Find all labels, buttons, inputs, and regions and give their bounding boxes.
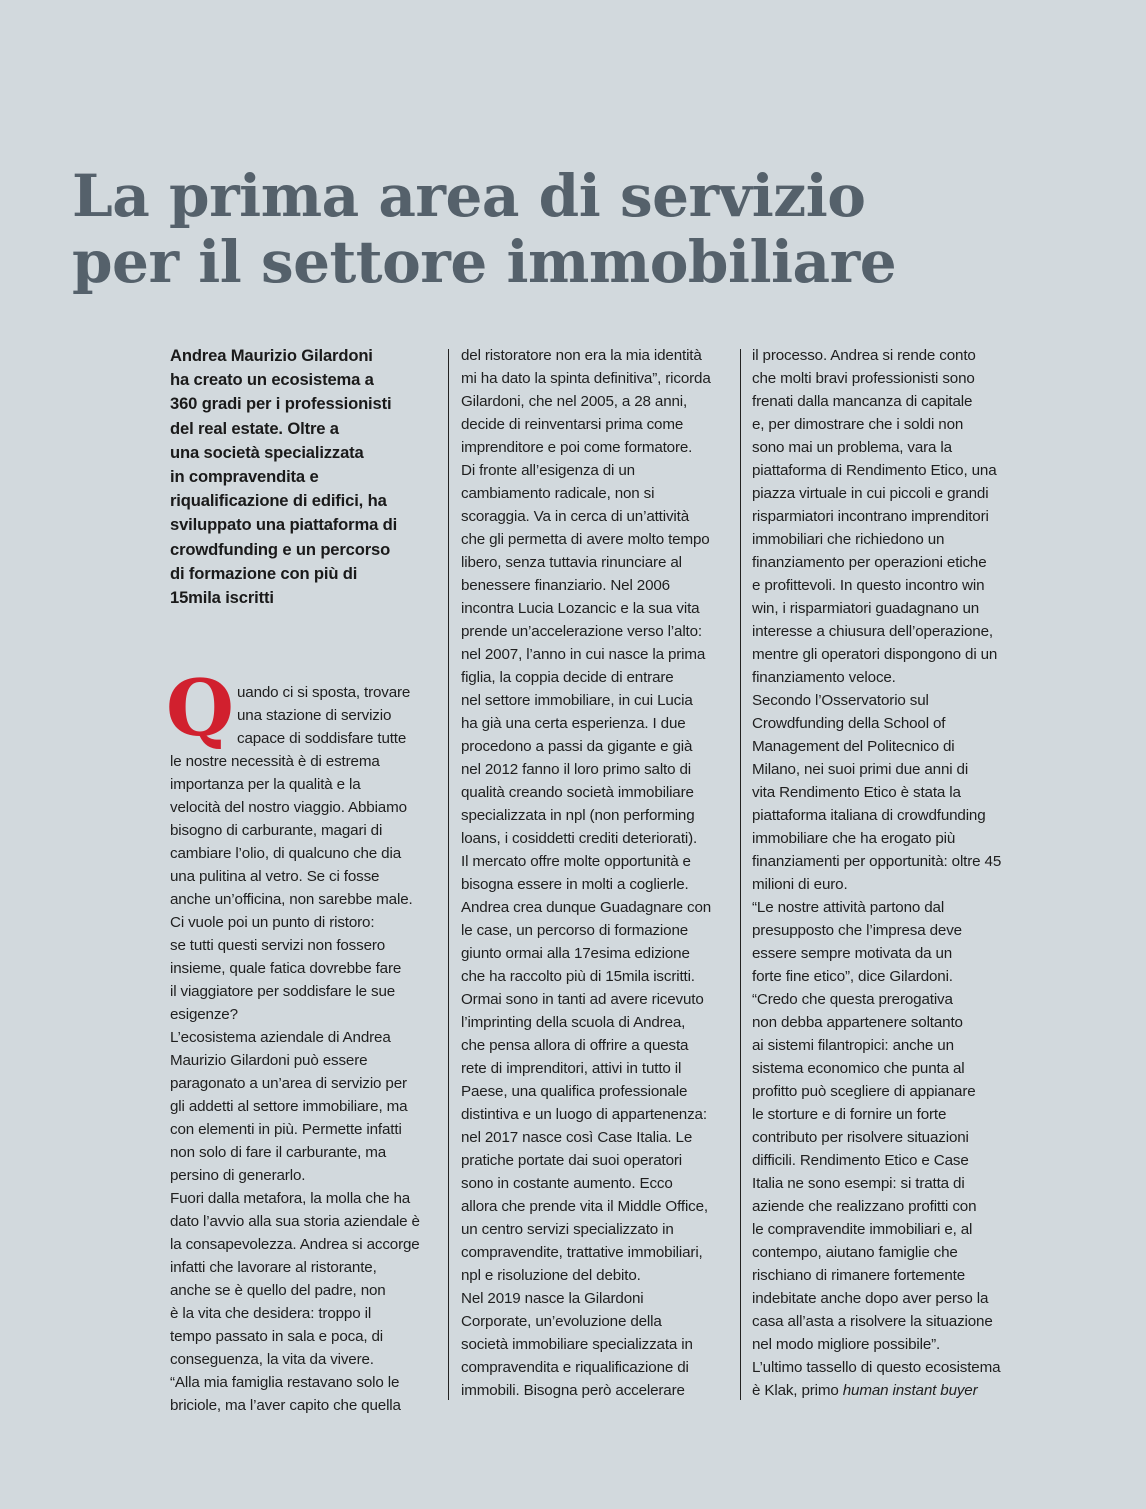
text-fragment: è Klak, primo: [752, 1382, 843, 1399]
text-column-3: [752, 344, 1020, 1402]
text-line: indebitate anche dopo aver perso la: [752, 1290, 989, 1307]
text-line: piazza virtuale in cui piccoli e grandi: [752, 485, 989, 502]
text-line: “Alla mia famiglia restavano solo le: [170, 1374, 400, 1392]
text-line: bisogna essere in molti a coglierle.: [461, 876, 689, 893]
text-line: contempo, aiutano famiglie che: [752, 1244, 958, 1261]
text-line: scoraggia. Va in cerca di un’attività: [461, 508, 690, 525]
text-line: pratiche portate dai suoi operatori: [461, 1152, 683, 1169]
text-line: rete di imprenditori, attivi in tutto il: [461, 1060, 682, 1077]
italic-fragment: human instant buyer: [842, 1382, 978, 1399]
text-line: finanziamento per operazioni etiche: [752, 554, 987, 571]
text-line: se tutti questi servizi non fossero: [170, 937, 386, 955]
text-line: una pulitina al vetro. Se ci fosse: [170, 868, 380, 886]
text-line: compravendite, trattative immobiliari,: [461, 1244, 703, 1261]
text-line: essere sempre motivata da un: [752, 945, 953, 962]
text-line: le storture e di fornire un forte: [752, 1106, 947, 1123]
text-line: Nel 2019 nasce la Gilardoni: [461, 1290, 644, 1307]
text-line: una stazione di servizio: [237, 707, 392, 725]
text-line: che pensa allora di offrire a questa: [461, 1037, 689, 1054]
body-text: [166, 663, 438, 1417]
text-line: libero, senza tuttavia rinunciare al: [461, 554, 682, 571]
text-line: velocità del nostro viaggio. Abbiamo: [170, 799, 407, 817]
text-line: riqualificazione di edifici, ha: [170, 491, 387, 511]
text-column-1: [166, 344, 438, 1417]
text-line: infatti che lavorare al ristorante,: [170, 1259, 377, 1277]
text-line: Corporate, un’evoluzione della: [461, 1313, 662, 1330]
text-line: immobiliari che richiedono un: [752, 531, 945, 548]
text-line: le compravendite immobiliari e, al: [752, 1221, 973, 1238]
text-line: l’imprinting della scuola di Andrea,: [461, 1014, 686, 1031]
text-line: vita Rendimento Etico è stata la: [752, 784, 961, 801]
text-line: con elementi in più. Permette infatti: [170, 1121, 402, 1139]
text-line: L’ultimo tassello di questo ecosistema: [752, 1359, 1001, 1376]
text-line: non solo di fare il carburante, ma: [170, 1144, 387, 1162]
text-line: Andrea crea dunque Guadagnare con: [461, 899, 712, 916]
text-line: compravendita e riqualificazione di: [461, 1359, 689, 1376]
text-line: una società specializzata: [170, 442, 364, 462]
text-line: conseguenza, la vita da vivere.: [170, 1351, 374, 1369]
text-line: rischiano di rimanere fortemente: [752, 1267, 965, 1284]
text-line: Gilardoni, che nel 2005, a 28 anni,: [461, 393, 688, 410]
text-line: bisogno di carburante, magari di: [170, 822, 383, 840]
text-line: uando ci si sposta, trovare: [237, 684, 411, 702]
text-line: e profittevoli. In questo incontro win: [752, 577, 985, 594]
text-line: esigenze?: [170, 1006, 238, 1024]
text-line: ai sistemi filantropici: anche un: [752, 1037, 954, 1054]
text-line: Crowdfunding della School of: [752, 715, 946, 732]
text-line: persino di generarlo.: [170, 1167, 306, 1185]
text-line: win, i risparmiatori guadagnano un: [752, 600, 980, 617]
text-line: Maurizio Gilardoni può essere: [170, 1052, 368, 1070]
column-divider: [740, 349, 741, 1400]
text-line: npl e risoluzione del debito.: [461, 1267, 641, 1284]
text-line: frenati dalla mancanza di capitale: [752, 393, 973, 410]
text-line: qualità creando società immobiliare: [461, 784, 694, 801]
text-line: figlia, la coppia decide di entrare: [461, 669, 674, 686]
text-line: casa all’asta a risolvere la situazione: [752, 1313, 993, 1330]
text-line: benessere finanziario. Nel 2006: [461, 577, 670, 594]
text-line: interesse a chiusura dell’operazione,: [752, 623, 993, 640]
text-line: anche se è quello del padre, non: [170, 1282, 386, 1300]
text-line: nel modo migliore possibile”.: [752, 1336, 941, 1353]
text-line: decide di reinventarsi prima come: [461, 416, 684, 433]
drop-cap: Q: [166, 663, 234, 755]
text-line: società immobiliare specializzata in: [461, 1336, 693, 1353]
text-line: Secondo l’Osservatorio sul: [752, 692, 929, 709]
text-line: non debba appartenere soltanto: [752, 1014, 963, 1031]
text-line: insieme, quale fatica dovrebbe fare: [170, 960, 402, 978]
text-line: contributo per risolvere situazioni: [752, 1129, 969, 1146]
text-line: giunto ormai alla 17esima edizione: [461, 945, 690, 962]
text-line: le nostre necessità è di estrema: [170, 753, 380, 771]
text-line: sono mai un problema, vara la: [752, 439, 952, 456]
text-line: finanziamenti per opportunità: oltre 45: [752, 853, 1002, 870]
text-line: briciole, ma l’aver capito che quella: [170, 1397, 401, 1415]
lead-paragraph: [170, 344, 438, 610]
article-title: [72, 163, 896, 295]
text-line: Andrea Maurizio Gilardoni: [170, 346, 373, 365]
text-line: che ha raccolto più di 15mila iscritti.: [461, 968, 695, 985]
text-line: Milano, nei suoi primi due anni di: [752, 761, 969, 778]
text-line: specializzata in npl (non performing: [461, 807, 695, 824]
text-line: le case, un percorso di formazione: [461, 922, 689, 939]
text-line: finanziamento veloce.: [752, 669, 896, 686]
text-line: 360 gradi per i professionisti: [170, 394, 392, 414]
text-line: imprenditore e poi come formatore.: [461, 439, 693, 456]
text-line: “Credo che questa prerogativa: [752, 991, 953, 1008]
text-line: che gli permetta di avere molto tempo: [461, 531, 710, 548]
text-line: immobili. Bisogna però accelerare: [461, 1382, 685, 1399]
text-line: e, per dimostrare che i soldi non: [752, 416, 964, 433]
text-line: mentre gli operatori dispongono di un: [752, 646, 998, 663]
text-line: L’ecosistema aziendale di Andrea: [170, 1029, 391, 1047]
text-line: la consapevolezza. Andrea si accorge: [170, 1236, 420, 1254]
text-line: piattaforma di Rendimento Etico, una: [752, 462, 997, 479]
text-line: [752, 1379, 1020, 1402]
text-line: sono in costante aumento. Ecco: [461, 1175, 673, 1192]
text-line: nel 2017 nasce così Case Italia. Le: [461, 1129, 693, 1146]
text-line: del ristoratore non era la mia identità: [461, 347, 702, 364]
text-line: Fuori dalla metafora, la molla che ha: [170, 1190, 411, 1208]
text-line: risparmiatori incontrano imprenditori: [752, 508, 989, 525]
text-line: immobiliare che ha erogato più: [752, 830, 956, 847]
text-line: è la vita che desidera: troppo il: [170, 1305, 372, 1323]
text-line: anche un’officina, non sarebbe male.: [170, 891, 413, 909]
text-line: un centro servizi specializzato in: [461, 1221, 674, 1238]
text-line: piattaforma italiana di crowdfunding: [752, 807, 986, 824]
text-line: il processo. Andrea si rende conto: [752, 347, 976, 364]
text-line: difficili. Rendimento Etico e Case: [752, 1152, 969, 1169]
text-column-2: [461, 344, 729, 1402]
text-line: milioni di euro.: [752, 876, 848, 893]
text-line: nel 2007, l’anno in cui nasce la prima: [461, 646, 706, 663]
text-line: del real estate. Oltre a: [170, 418, 339, 438]
text-line: forte fine etico”, dice Gilardoni.: [752, 968, 953, 985]
text-line: mi ha dato la spinta definitiva”, ricorda: [461, 370, 711, 387]
text-line: sviluppato una piattaforma di: [170, 515, 398, 535]
text-line: Management del Politecnico di: [752, 738, 955, 755]
text-line: “Le nostre attività partono dal: [752, 899, 945, 916]
text-line: importanza per la qualità e la: [170, 776, 361, 794]
text-line: paragonato a un’area di servizio per: [170, 1075, 407, 1093]
text-line: crowdfunding e un percorso: [170, 539, 391, 559]
title-line-2: per il settore immobiliare: [72, 228, 897, 296]
text-line: procedono a passi da gigante e già: [461, 738, 693, 755]
text-line: ha già una certa esperienza. I due: [461, 715, 686, 732]
text-line: Paese, una qualifica professionale: [461, 1083, 688, 1100]
text-line: Ci vuole poi un punto di ristoro:: [170, 914, 375, 932]
text-line: Il mercato offre molte opportunità e: [461, 853, 691, 870]
text-line: ha creato un ecosistema a: [170, 370, 374, 390]
text-line: Italia ne sono esempi: si tratta di: [752, 1175, 965, 1192]
text-line: aziende che realizzano profitti con: [752, 1198, 977, 1215]
text-line: distintiva e un luogo di appartenenza:: [461, 1106, 707, 1123]
title-line-1: La prima area di servizio: [72, 162, 866, 230]
text-line: allora che prende vita il Middle Office,: [461, 1198, 708, 1215]
text-line: capace di soddisfare tutte: [237, 730, 407, 748]
text-line: nel 2012 fanno il loro primo salto di: [461, 761, 691, 778]
text-line: gli addetti al settore immobiliare, ma: [170, 1098, 408, 1116]
text-line: cambiamento radicale, non si: [461, 485, 655, 502]
text-line: presupposto che l’impresa deve: [752, 922, 962, 939]
text-line: profitto può scegliere di appianare: [752, 1083, 976, 1100]
text-line: Di fronte all’esigenza di un: [461, 462, 635, 479]
text-line: incontra Lucia Lozancic e la sua vita: [461, 600, 700, 617]
text-line: nel settore immobiliare, in cui Lucia: [461, 692, 693, 709]
text-line: prende un’accelerazione verso l’alto:: [461, 623, 702, 640]
text-line: loans, i cosiddetti crediti deteriorati).: [461, 830, 698, 847]
column-divider: [448, 349, 449, 1400]
text-line: in compravendita e: [170, 467, 319, 487]
text-line: di formazione con più di: [170, 563, 358, 583]
text-line: il viaggiatore per soddisfare le sue: [170, 983, 396, 1001]
text-line: Ormai sono in tanti ad avere ricevuto: [461, 991, 704, 1008]
text-line: 15mila iscritti: [170, 588, 274, 608]
text-line: tempo passato in sala e poca, di: [170, 1328, 384, 1346]
text-line: cambiare l’olio, di qualcuno che dia: [170, 845, 401, 863]
text-line: dato l’avvio alla sua storia aziendale è: [170, 1213, 420, 1231]
text-line: sistema economico che punta al: [752, 1060, 965, 1077]
text-line: che molti bravi professionisti sono: [752, 370, 975, 387]
